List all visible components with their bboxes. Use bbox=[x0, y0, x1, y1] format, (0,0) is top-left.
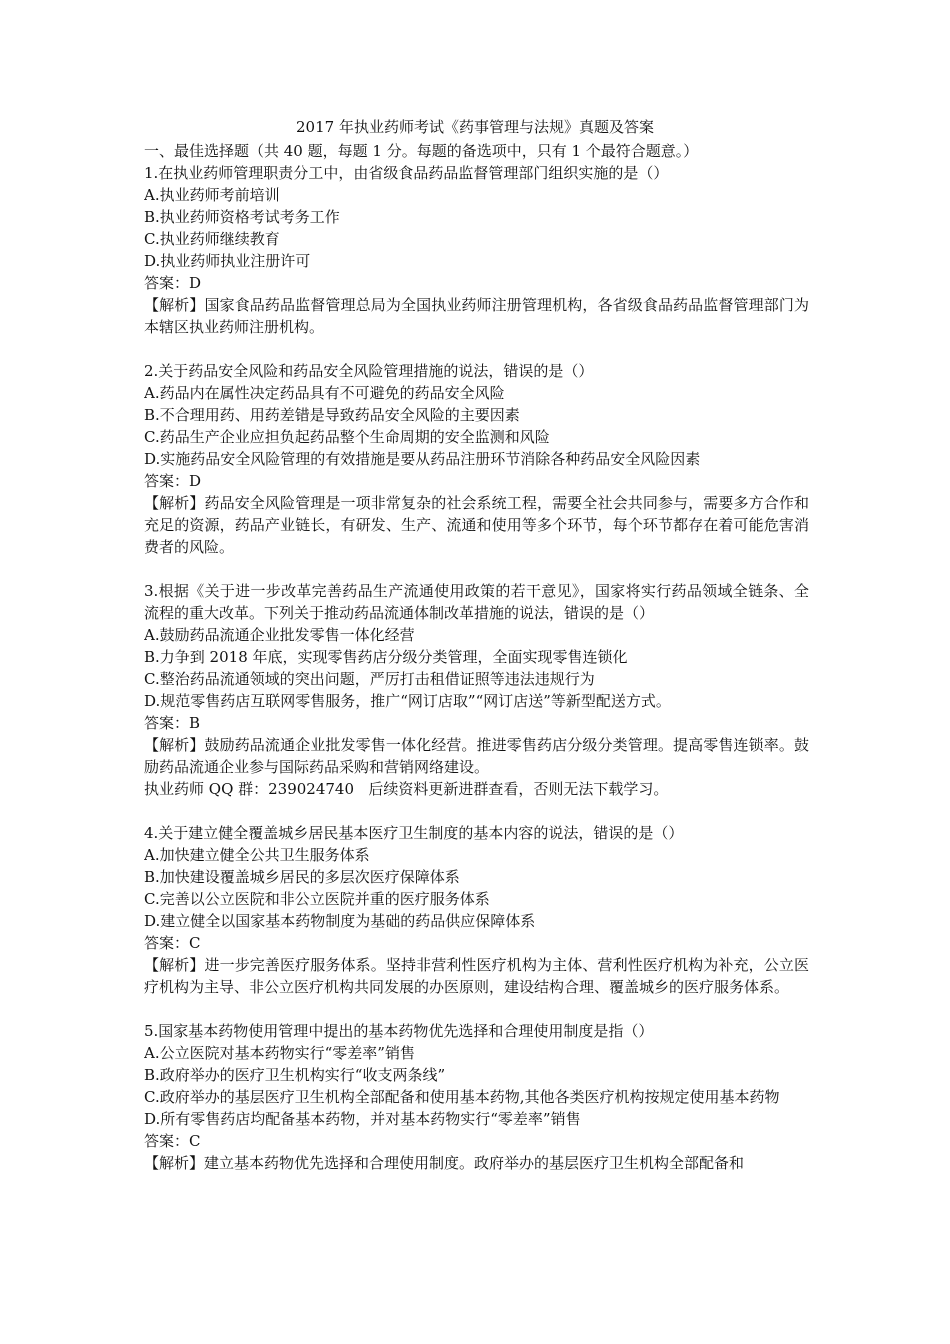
analysis: 【解析】药品安全风险管理是一项非常复杂的社会系统工程，需要全社会共同参与，需要多方合作和充足的资源，药品产业链长，有研发、生产、流通和使用等多个环节，每个环节都存在着可能危害消费者的风险。 bbox=[144, 494, 809, 556]
option-d: D.规范零售药店互联网零售服务，推广“网订店取”“网订店送”等新型配送方式。 bbox=[144, 692, 671, 710]
answer: 答案：B bbox=[144, 714, 201, 732]
answer: 答案：D bbox=[144, 274, 202, 292]
answer: 答案：C bbox=[144, 1132, 201, 1150]
section-intro: 一、最佳选择题（共 40 题，每题 1 分。每题的备选项中，只有 1 个最符合题意。） bbox=[144, 142, 699, 160]
option-a: A.药品内在属性决定药品具有不可避免的药品安全风险 bbox=[144, 384, 505, 402]
analysis: 【解析】国家食品药品监督管理总局为全国执业药师注册管理机构，各省级食品药品监督管理部门为本辖区执业药师注册机构。 bbox=[144, 296, 809, 336]
option-c: C.完善以公立医院和非公立医院并重的医疗服务体系 bbox=[144, 890, 490, 908]
analysis: 【解析】进一步完善医疗服务体系。坚持非营利性医疗机构为主体、营利性医疗机构为补充，公立医疗机构为主导、非公立医疗机构共同发展的办医原则，建设结构合理、覆盖城乡的医疗服务体系。 bbox=[144, 956, 809, 996]
question-stem: 4.关于建立健全覆盖城乡居民基本医疗卫生制度的基本内容的说法，错误的是（） bbox=[144, 824, 684, 842]
option-b: B.力争到 2018 年底，实现零售药店分级分类管理，全面实现零售连锁化 bbox=[144, 648, 628, 666]
option-c: C.政府举办的基层医疗卫生机构全部配备和使用基本药物,其他各类医疗机构按规定使用基本药物 bbox=[144, 1088, 780, 1106]
question-stem: 5.国家基本药物使用管理中提出的基本药物优先选择和合理使用制度是指（） bbox=[144, 1022, 654, 1040]
option-b: B.加快建设覆盖城乡居民的多层次医疗保障体系 bbox=[144, 868, 460, 886]
option-c: C.执业药师继续教育 bbox=[144, 230, 280, 248]
option-a: A.加快建立健全公共卫生服务体系 bbox=[144, 846, 370, 864]
question-stem: 3.根据《关于进一步改革完善药品生产流通使用政策的若干意见》，国家将实行药品领域全链条、全流程的重大改革。下列关于推动药品流通体制改革措施的说法，错误的是（） bbox=[144, 582, 809, 622]
qq-group-note: 执业药师 QQ 群：239024740 后续资料更新进群查看，否则无法下载学习。 bbox=[144, 780, 669, 798]
option-d: D.实施药品安全风险管理的有效措施是要从药品注册环节消除各种药品安全风险因素 bbox=[144, 450, 701, 468]
question-5 bbox=[144, 1020, 809, 1174]
option-c: C.药品生产企业应担负起药品整个生命周期的安全监测和风险 bbox=[144, 428, 550, 446]
question-4 bbox=[144, 822, 809, 998]
option-d: D.所有零售药店均配备基本药物，并对基本药物实行“零差率”销售 bbox=[144, 1110, 581, 1128]
option-b: B.不合理用药、用药差错是导致药品安全风险的主要因素 bbox=[144, 406, 520, 424]
option-b: B.执业药师资格考试考务工作 bbox=[144, 208, 340, 226]
answer: 答案：C bbox=[144, 934, 201, 952]
option-d: D.建立健全以国家基本药物制度为基础的药品供应保障体系 bbox=[144, 912, 536, 930]
question-3 bbox=[144, 580, 809, 800]
document-body bbox=[144, 140, 809, 1174]
answer: 答案：D bbox=[144, 472, 202, 490]
option-a: A.公立医院对基本药物实行“零差率”销售 bbox=[144, 1044, 415, 1062]
option-a: A.执业药师考前培训 bbox=[144, 186, 280, 204]
analysis: 【解析】建立基本药物优先选择和合理使用制度。政府举办的基层医疗卫生机构全部配备和 bbox=[144, 1154, 745, 1172]
question-2 bbox=[144, 360, 809, 558]
analysis: 【解析】鼓励药品流通企业批发零售一体化经营。推进零售药店分级分类管理。提高零售连锁率。鼓励药品流通企业参与国际药品采购和营销网络建设。 bbox=[144, 736, 809, 776]
option-d: D.执业药师执业注册许可 bbox=[144, 252, 311, 270]
option-c: C.整治药品流通领域的突出问题，严厉打击租借证照等违法违规行为 bbox=[144, 670, 595, 688]
document-title: 2017 年执业药师考试《药事管理与法规》真题及答案 bbox=[296, 118, 654, 136]
question-1 bbox=[144, 162, 809, 338]
question-stem: 1.在执业药师管理职责分工中，由省级食品药品监督管理部门组织实施的是（） bbox=[144, 164, 669, 182]
option-a: A.鼓励药品流通企业批发零售一体化经营 bbox=[144, 626, 415, 644]
question-stem: 2.关于药品安全风险和药品安全风险管理措施的说法，错误的是（） bbox=[144, 362, 594, 380]
option-b: B.政府举办的医疗卫生机构实行“收支两条线” bbox=[144, 1066, 446, 1084]
